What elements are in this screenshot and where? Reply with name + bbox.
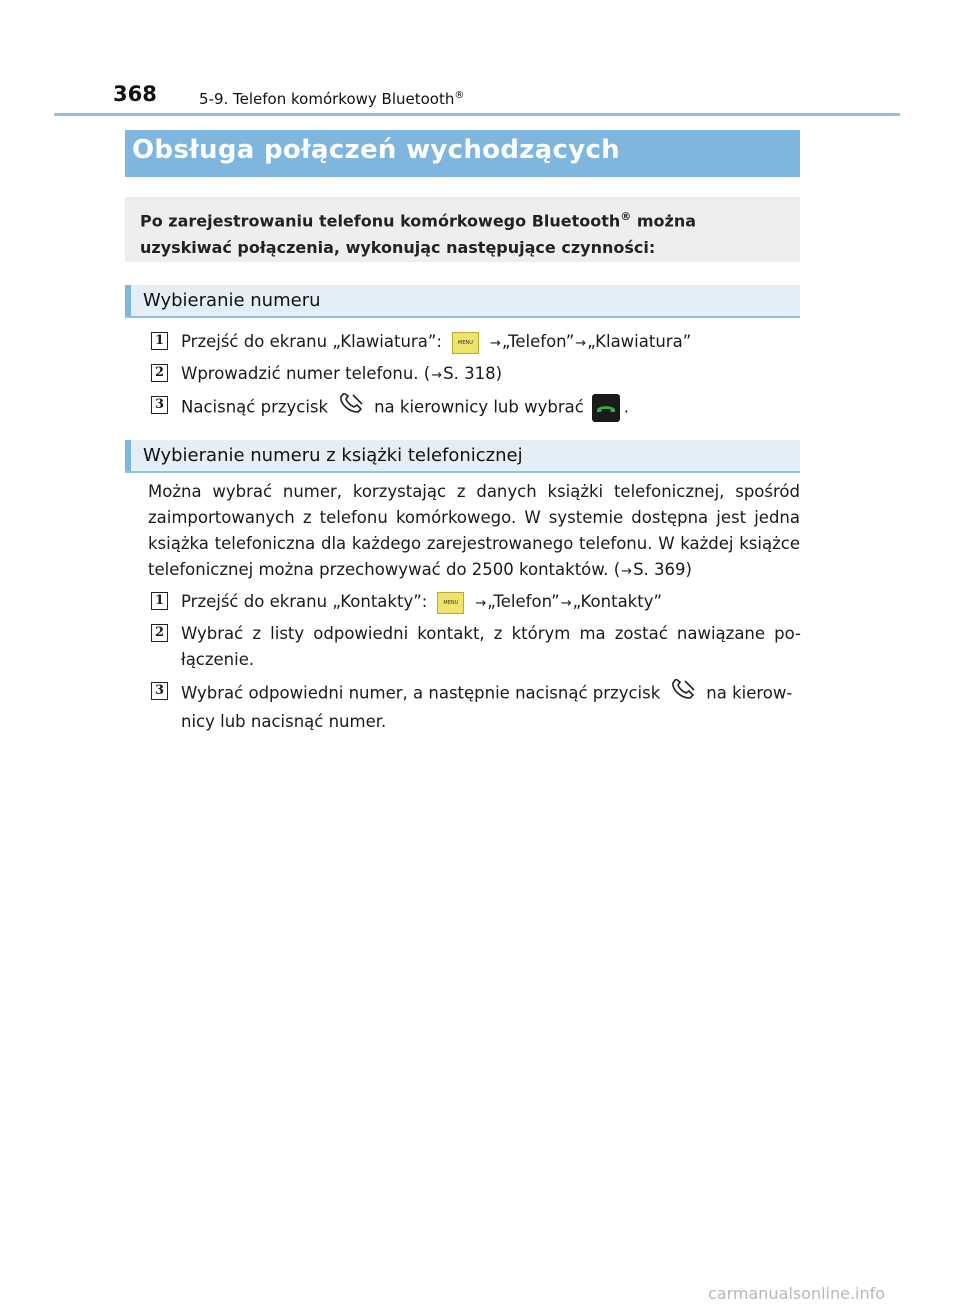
step-number: 3 [151,682,168,700]
arrow-icon: → [431,368,443,383]
arrow-icon: → [575,336,587,351]
steering-phone-switch-icon [670,679,696,709]
menu-button-icon: MENU [437,592,464,614]
arrow-icon: → [475,596,487,611]
menu-button-icon: MENU [452,332,479,354]
step-number: 2 [151,624,168,642]
subsection-header-phonebook [125,440,800,473]
intro-box [125,197,800,262]
arrow-icon: → [621,564,633,579]
subsection-header-dialing [125,285,800,318]
step-number: 1 [151,332,168,350]
page-title: Obsługa połączeń wychodzących [132,135,620,165]
chapter-title: 5-9. Telefon komórkowy Bluetooth® [199,90,465,108]
section-title-bar [125,130,800,177]
step-number: 3 [151,396,168,414]
page-number: 368 [113,82,157,106]
subsection-title: Wybieranie numeru [143,290,321,311]
header-divider [54,113,900,116]
arrow-icon: → [489,336,501,351]
subsection-title: Wybieranie numeru z książki telefonicznej [143,445,523,466]
step-number: 1 [151,592,168,610]
steering-phone-switch-icon [338,393,364,423]
intro-text: Po zarejestrowaniu telefonu komórkowego Bluetooth® można uzyskiwać połączenia, wykonując następujące czynności: [140,210,697,258]
phonebook-description: Można wybrać numer, korzystając z danych książki telefonicznej, spośród zaimportowanych z telefonu komórkowego. W systemie dostępna jest jedna książka telefoniczna dla każdego zarejestrowanego telefonu. W każdej książce telefonicznej można przechowywać do 2500 kontaktów. (→S. 369) [148,482,800,579]
arrow-icon: → [560,596,572,611]
page-header [0,0,960,116]
watermark: carmanualsonline.info [708,1284,886,1303]
call-button-icon [592,394,620,422]
step-number: 2 [151,364,168,382]
